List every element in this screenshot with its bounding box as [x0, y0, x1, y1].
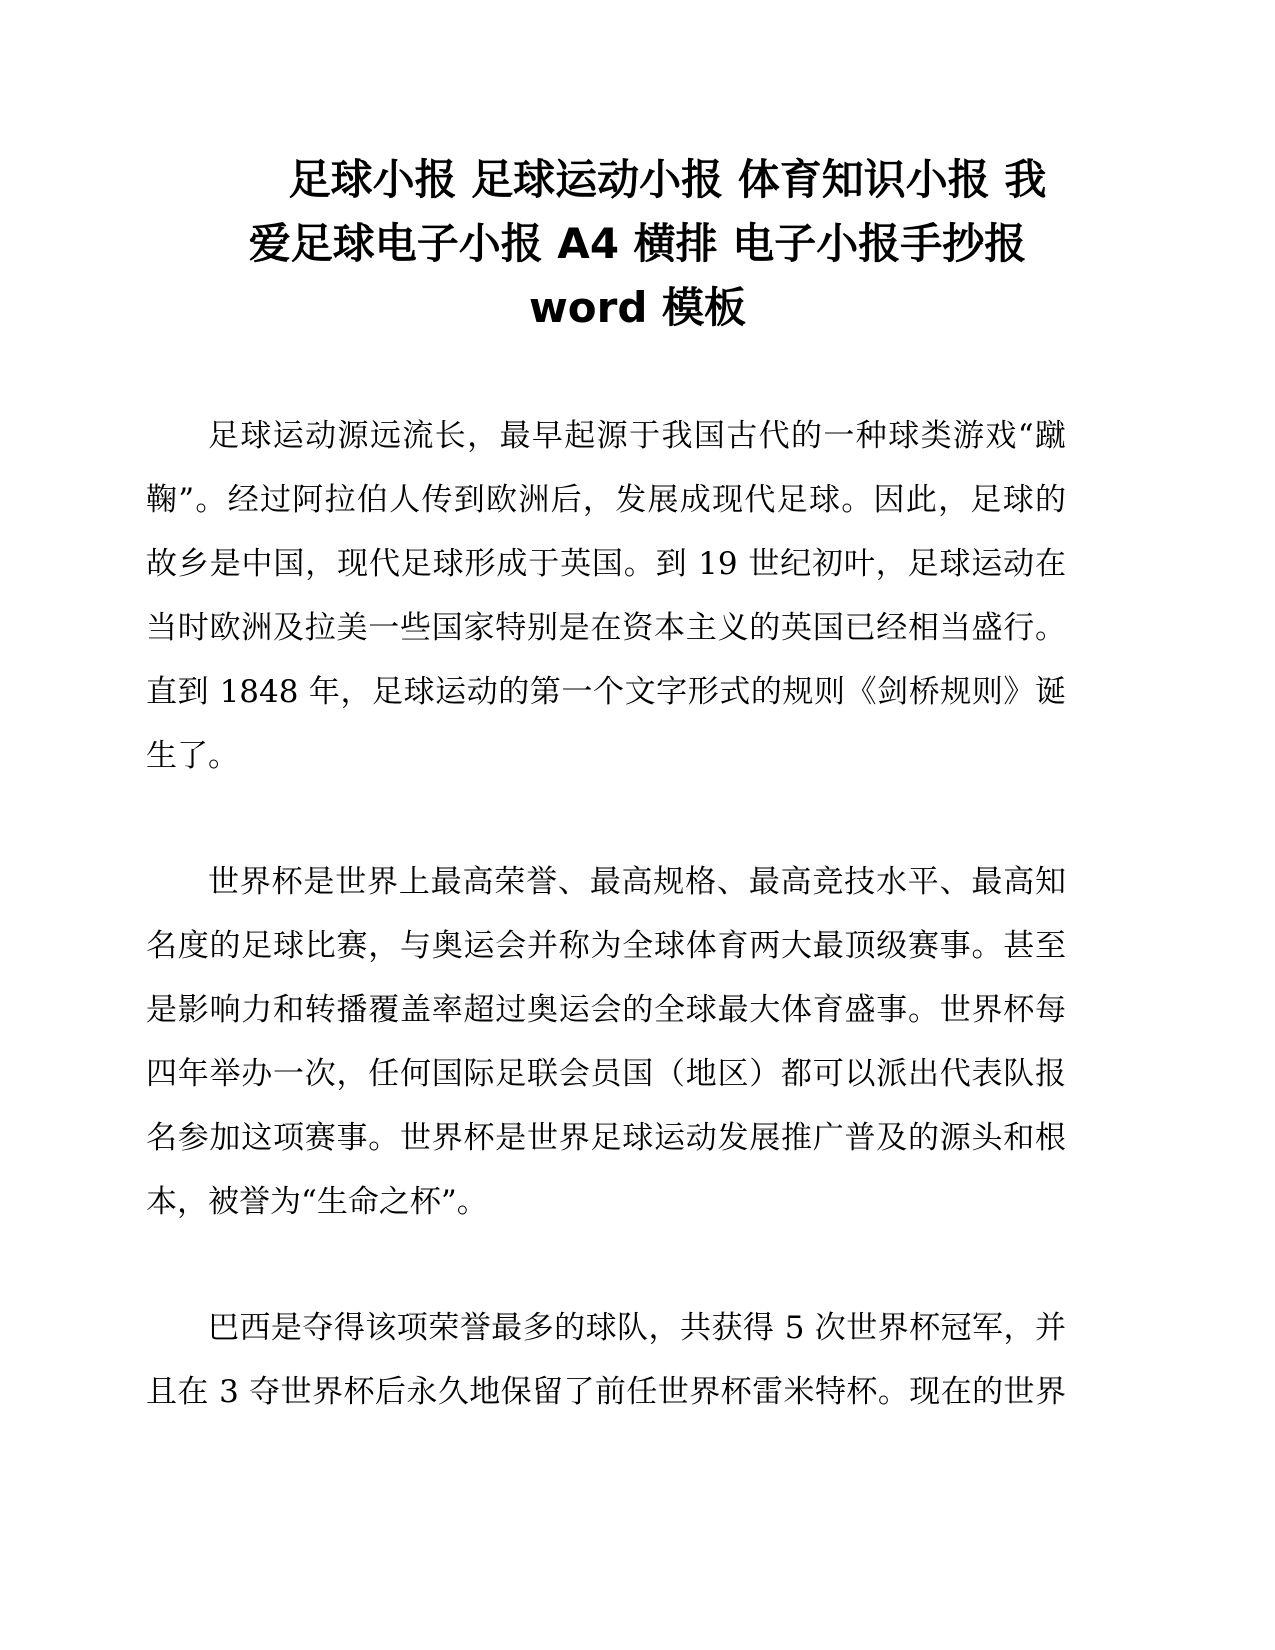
paragraph-1-line: 足球运动源远流长，最早起源于我国古代的一种球类游戏“蹴 — [208, 418, 1066, 454]
paragraph-1-line: 故乡是中国，现代足球形成于英国。到 19 世纪初叶，足球运动在 — [146, 546, 1066, 582]
paragraph-1-line: 当时欧洲及拉美一些国家特别是在资本主义的英国已经相当盛行。 — [146, 610, 1066, 646]
paragraph-2-line: 本，被誉为“生命之杯”。 — [146, 1184, 488, 1220]
paragraph-3-line: 巴西是夺得该项荣誉最多的球队，共获得 5 次世界杯冠军，并 — [208, 1310, 1066, 1346]
paragraph-2-line: 名度的足球比赛，与奥运会并称为全球体育两大最顶级赛事。甚至 — [146, 928, 1066, 964]
paragraph-2-line: 名参加这项赛事。世界杯是世界足球运动发展推广普及的源头和根 — [146, 1120, 1066, 1156]
paragraph-2-line: 世界杯是世界上最高荣誉、最高规格、最高竞技水平、最高知 — [208, 864, 1066, 900]
document-title-line-3: word 模板 — [528, 283, 747, 332]
document-title-line-1: 足球小报 足球运动小报 体育知识小报 我 — [288, 155, 1047, 204]
paragraph-1-line: 鞠”。经过阿拉伯人传到欧洲后，发展成现代足球。因此，足球的 — [146, 482, 1066, 518]
paragraph-1-line: 直到 1848 年，足球运动的第一个文字形式的规则《剑桥规则》诞 — [146, 674, 1066, 710]
paragraph-2-line: 四年举办一次，任何国际足联会员国（地区）都可以派出代表队报 — [146, 1056, 1066, 1092]
paragraph-3-line: 且在 3 夺世界杯后永久地保留了前任世界杯雷米特杯。现在的世界 — [146, 1374, 1066, 1410]
paragraph-1-line: 生了。 — [146, 738, 239, 774]
document-title-line-2: 爱足球电子小报 A4 横排 电子小报手抄报 — [248, 219, 1027, 268]
paragraph-2-line: 是影响力和转播覆盖率超过奥运会的全球最大体育盛事。世界杯每 — [146, 992, 1066, 1028]
